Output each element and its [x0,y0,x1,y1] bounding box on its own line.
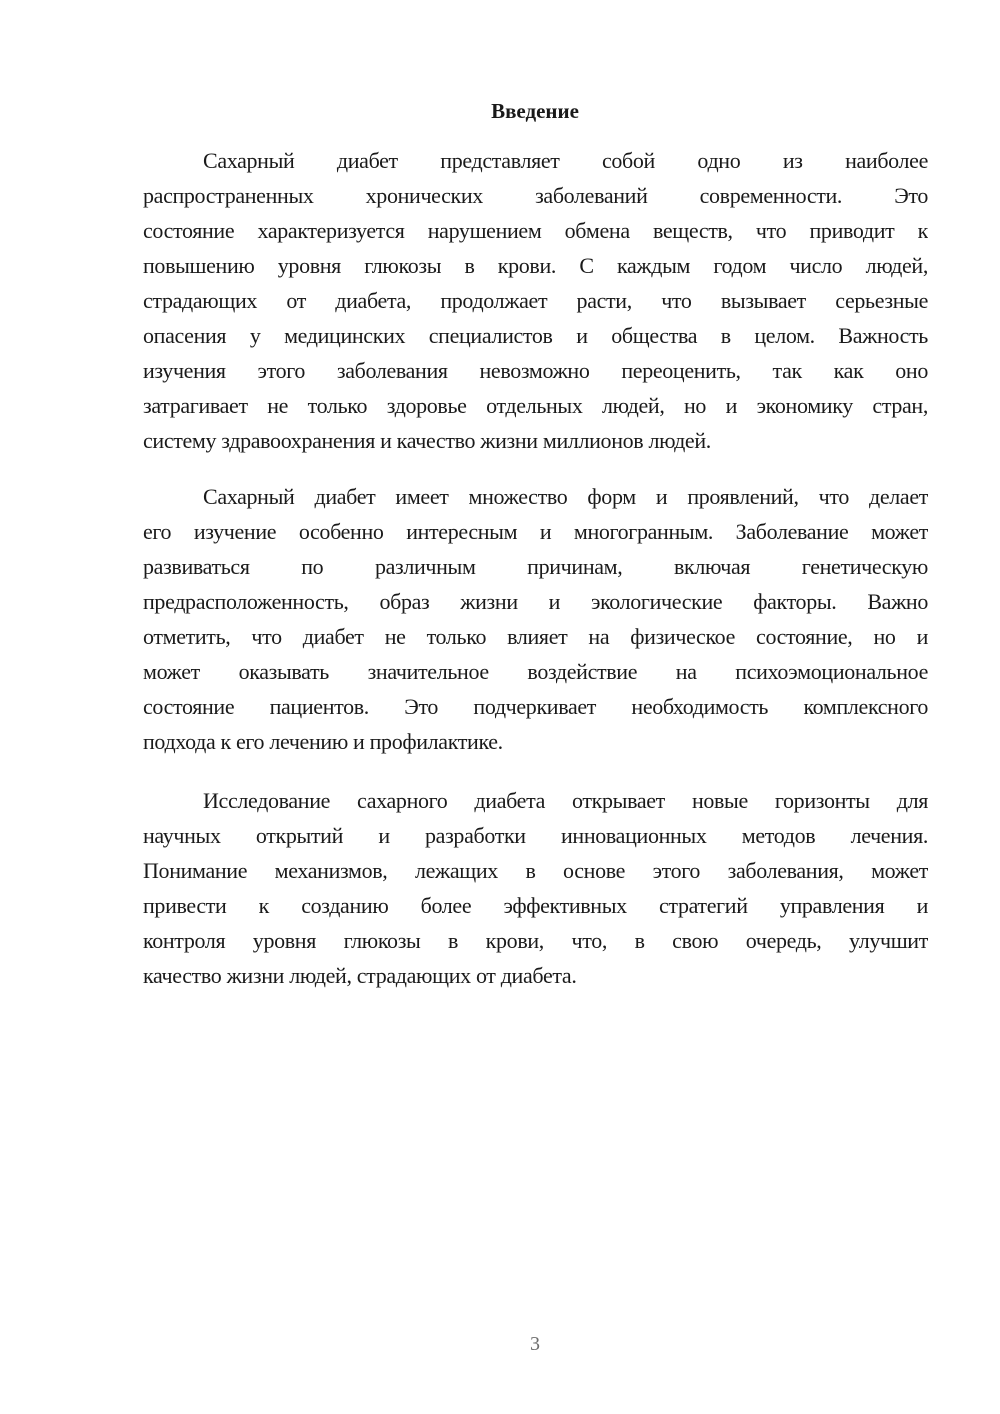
paragraph-line: повышению уровня глюкозы в крови. С каждым годом число людей, [143,253,928,278]
paragraph-line: распространенных хронических заболеваний современности. Это [143,183,928,208]
paragraph-line: Исследование сахарного диабета открывает новые горизонты для [203,788,928,813]
section-title [70,97,1000,125]
paragraph-line: Сахарный диабет имеет множество форм и проявлений, что делает [203,484,928,509]
paragraph-3 [143,783,928,993]
paragraph-line: привести к созданию более эффективных стратегий управления и [143,893,928,918]
page-number: 3 [530,1333,540,1355]
paragraph-line: состояние характеризуется нарушением обмена веществ, что приводит к [143,218,928,243]
paragraph-line: предрасположенность, образ жизни и экологические факторы. Важно [143,589,928,614]
paragraph-1 [143,143,928,458]
paragraph-line: его изучение особенно интересным и многогранным. Заболевание может [143,519,928,544]
paragraph-line: контроля уровня глюкозы в крови, что, в свою очередь, улучшит [143,928,928,953]
paragraph-2 [143,479,928,759]
paragraph-line: Понимание механизмов, лежащих в основе этого заболевания, может [143,858,928,883]
paragraph-line: затрагивает не только здоровье отдельных людей, но и экономику стран, [143,393,928,418]
paragraph-line: опасения у медицинских специалистов и общества в целом. Важность [143,323,928,348]
paragraph-line: подхода к его лечению и профилактике. [143,729,503,754]
paragraph-line: научных открытий и разработки инновационных методов лечения. [143,823,928,848]
section-title-text: Введение [491,99,579,123]
paragraph-line: развиваться по различным причинам, включая генетическую [143,554,928,579]
paragraph-line: состояние пациентов. Это подчеркивает необходимость комплексного [143,694,928,719]
paragraph-line: систему здравоохранения и качество жизни миллионов людей. [143,428,711,453]
paragraph-line: отметить, что диабет не только влияет на физическое состояние, но и [143,624,928,649]
paragraph-line: качество жизни людей, страдающих от диабета. [143,963,577,988]
paragraph-line: изучения этого заболевания невозможно переоценить, так как оно [143,358,928,383]
paragraph-line: страдающих от диабета, продолжает расти, что вызывает серьезные [143,288,928,313]
paragraph-line: Сахарный диабет представляет собой одно из наиболее [203,148,928,173]
paragraph-line: может оказывать значительное воздействие на психоэмоциональное [143,659,928,684]
